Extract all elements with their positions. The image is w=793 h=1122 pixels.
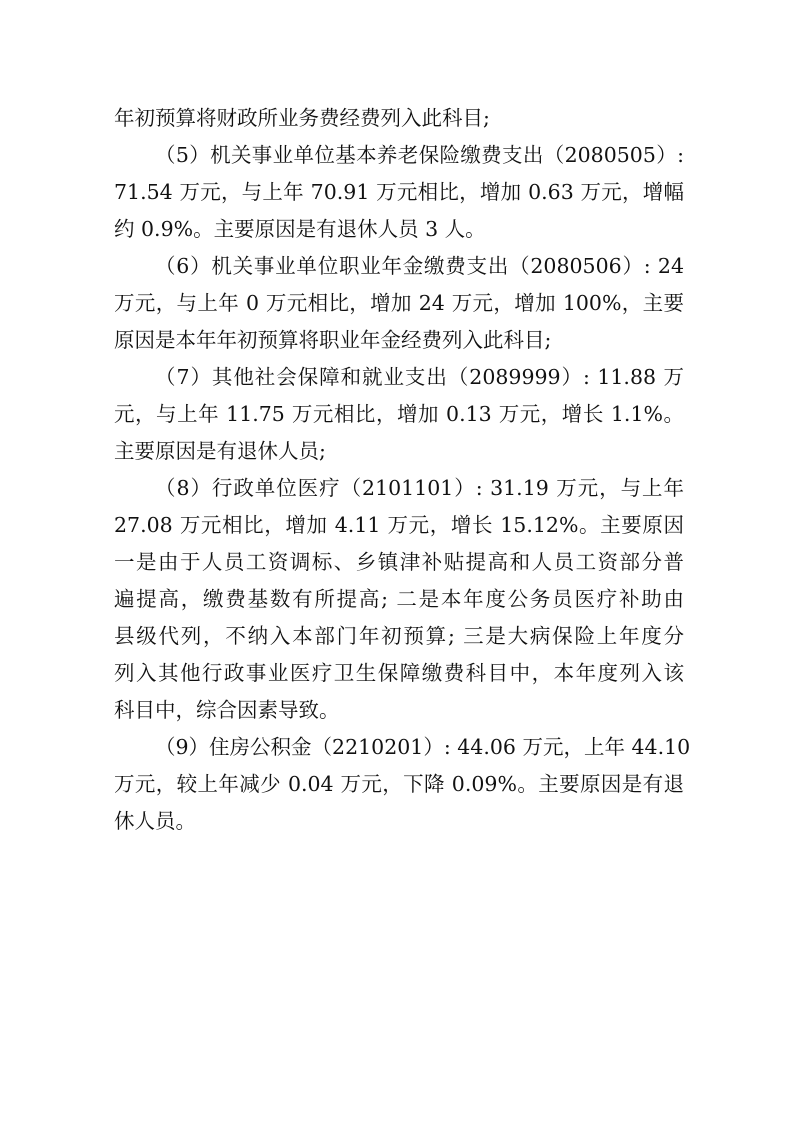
text-line: 县级代列，不纳入本部门年初预算; 三是大病保险上年度分 <box>114 624 684 648</box>
text-line: 元，与上年 11.75 万元相比，增加 0.13 万元，增长 1.1%。 <box>114 402 684 426</box>
text-line: 休人员。 <box>114 809 196 833</box>
text-line: 27.08 万元相比，增加 4.11 万元，增长 15.12%。主要原因 <box>114 513 684 537</box>
text-line: （6）机关事业单位职业年金缴费支出（2080506）: 24 <box>155 254 684 278</box>
text-line: （8）行政单位医疗（2101101）: 31.19 万元，与上年 <box>155 476 684 500</box>
text-line: 原因是本年年初预算将职业年金经费列入此科目; <box>114 328 552 352</box>
text-line: 列入其他行政事业医疗卫生保障缴费科目中，本年度列入该 <box>114 661 684 685</box>
text-line: 约 0.9%。主要原因是有退休人员 3 人。 <box>114 217 486 241</box>
text-line: 一是由于人员工资调标、乡镇津补贴提高和人员工资部分普 <box>114 550 684 574</box>
text-line: 万元，较上年减少 0.04 万元，下降 0.09%。主要原因是有退 <box>114 772 684 796</box>
text-line: 遍提高，缴费基数有所提高; 二是本年度公务员医疗补助由 <box>114 587 684 611</box>
text-line: 71.54 万元，与上年 70.91 万元相比，增加 0.63 万元，增幅 <box>114 180 684 204</box>
text-line: （7）其他社会保障和就业支出（2089999）: 11.88 万 <box>155 365 684 389</box>
text-line: 年初预算将财政所业务费经费列入此科目; <box>114 106 490 130</box>
text-line: （5）机关事业单位基本养老保险缴费支出（2080505）: <box>155 143 684 167</box>
text-line: 主要原因是有退休人员; <box>114 439 326 463</box>
text-line: 科目中，综合因素导致。 <box>114 698 340 722</box>
text-line: （9）住房公积金（2210201）: 44.06 万元，上年 44.10 <box>155 735 691 759</box>
text-line: 万元，与上年 0 万元相比，增加 24 万元，增加 100%，主要 <box>114 291 684 315</box>
document-body <box>114 100 691 840</box>
